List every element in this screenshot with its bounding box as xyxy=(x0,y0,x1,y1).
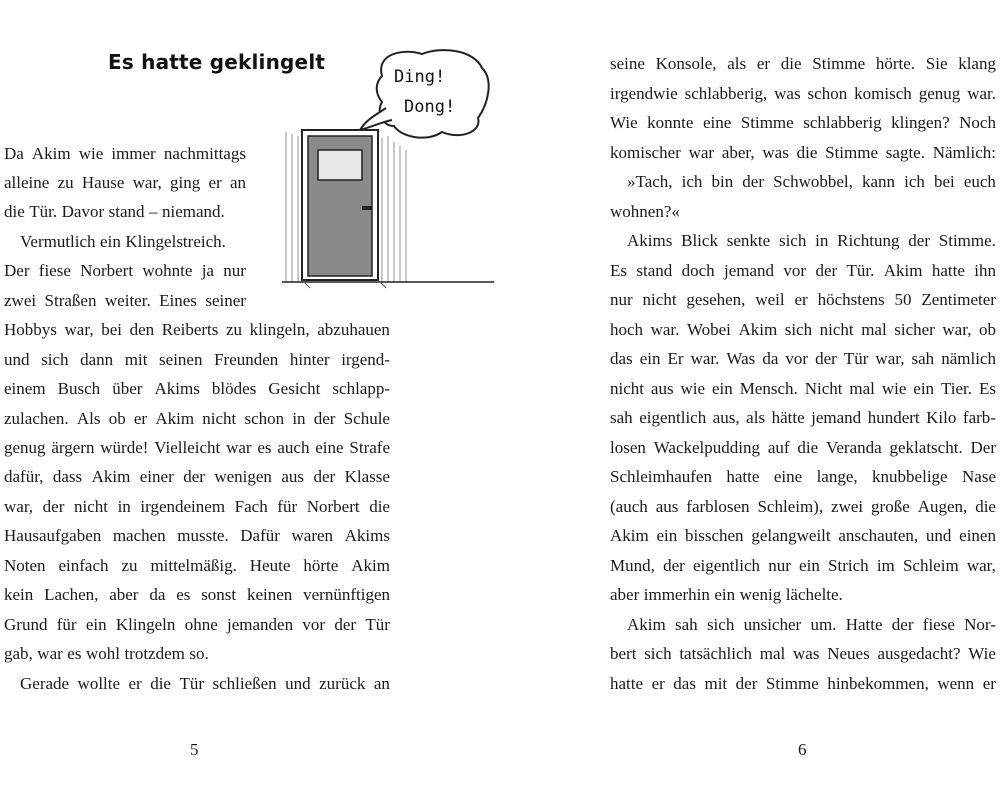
speech-bubble xyxy=(377,50,489,138)
text-line: zulachen. Als ob er Akim nicht schon in der Schule xyxy=(4,409,390,428)
text-line: Grund für ein Klingeln ohne jemanden vor der Tür xyxy=(4,615,390,634)
text-line: irgendwie schlabberig, was schon komisch genug war. xyxy=(610,84,996,103)
text-line: Da Akim wie immer nachmittags xyxy=(4,144,246,163)
text-line: wohnen?« xyxy=(610,202,680,221)
text-line: Mund, der eigentlich nur ein Strich im Schleim war, xyxy=(610,556,996,575)
text-line: hatte er das mit der Stimme hinbekommen, wenn er xyxy=(610,674,996,693)
text-line: (auch aus farblosen Schleim), zwei große Augen, die xyxy=(610,497,996,516)
text-line: Schleimhaufen hatte eine lange, knubbelige Nase xyxy=(610,467,996,486)
text-line: sah eigentlich aus, als hätte jemand hundert Kilo farb- xyxy=(610,408,996,427)
page-number: 5 xyxy=(190,740,199,759)
text-line: kein Lachen, aber da es sonst keinen vernünftigen xyxy=(4,585,390,604)
text-line: aber immerhin ein wenig lächelte. xyxy=(610,585,843,604)
right-page xyxy=(500,0,1000,800)
door-illustration xyxy=(282,46,494,290)
text-line: dafür, dass Akim einer der wenigen aus der Klasse xyxy=(4,467,390,486)
bubble-text-dong: Dong! xyxy=(404,97,456,117)
text-line: zwei Straßen weiter. Eines seiner xyxy=(4,291,246,310)
speech-bubble-tail xyxy=(360,108,392,130)
chapter-title: Es hatte geklingelt xyxy=(108,50,326,74)
text-line: die Tür. Davor stand – niemand. xyxy=(4,202,225,221)
text-line: war, der nicht in irgendeinem Fach für Norbert die xyxy=(4,497,390,516)
text-line: »Tach, ich bin der Schwobbel, kann ich bei euch xyxy=(627,172,996,191)
text-line: nur nicht gesehen, weil er höchstens 50 Zentimeter xyxy=(610,290,996,309)
text-line: Akim sah sich unsicher um. Hatte der fiese Nor- xyxy=(627,615,996,634)
text-line: alleine zu Hause war, ging er an xyxy=(4,173,246,192)
page-number: 6 xyxy=(798,740,807,759)
text-line: Akim ein bisschen gelangweilt anschauten, und einen xyxy=(610,526,996,545)
text-line: genug ärgern würde! Vielleicht war es auch eine Strafe xyxy=(4,438,390,457)
text-line: Es stand doch jemand vor der Tür. Akim hatte ihn xyxy=(610,261,996,280)
bubble-text-ding: Ding! xyxy=(394,67,446,87)
text-line: hoch war. Wobei Akim sich nicht mal sicher war, ob xyxy=(610,320,996,339)
text-line: Akims Blick senkte sich in Richtung der Stimme. xyxy=(627,231,996,250)
door-handle xyxy=(362,206,372,210)
door-window xyxy=(318,150,362,180)
text-line: Der fiese Norbert wohnte ja nur xyxy=(4,261,246,280)
text-line: und sich dann mit seinen Freunden hinter irgend- xyxy=(4,350,390,369)
text-line: losen Wackelpudding auf die Veranda geklatscht. Der xyxy=(610,438,996,457)
text-line: nicht aus wie ein Mensch. Nicht mal wie ein Tier. Es xyxy=(610,379,996,398)
text-line: Hausaufgaben machen musste. Dafür waren Akims xyxy=(4,526,390,545)
text-line: seine Konsole, als er die Stimme hörte. Sie klang xyxy=(610,54,996,73)
text-line: Wie konnte eine Stimme schlabberig klingen? Noch xyxy=(610,113,996,132)
text-line: Vermutlich ein Klingelstreich. xyxy=(20,232,226,251)
text-line: komischer war aber, was die Stimme sagte. Nämlich: xyxy=(610,143,996,162)
text-line: Gerade wollte er die Tür schließen und zurück an xyxy=(20,674,390,693)
text-line: bert sich tatsächlich mal was Neues ausgedacht? Wie xyxy=(610,644,996,663)
text-line: gab, war es wohl trotzdem so. xyxy=(4,644,209,663)
text-line: das ein Er war. Was da vor der Tür war, sah nämlich xyxy=(610,349,996,368)
text-line: Noten einfach zu mittelmäßig. Heute hörte Akim xyxy=(4,556,390,575)
text-line: Hobbys war, bei den Reiberts zu klingeln, abzuhauen xyxy=(4,320,390,339)
text-line: einem Busch über Akims blödes Gesicht schlapp- xyxy=(4,379,390,398)
